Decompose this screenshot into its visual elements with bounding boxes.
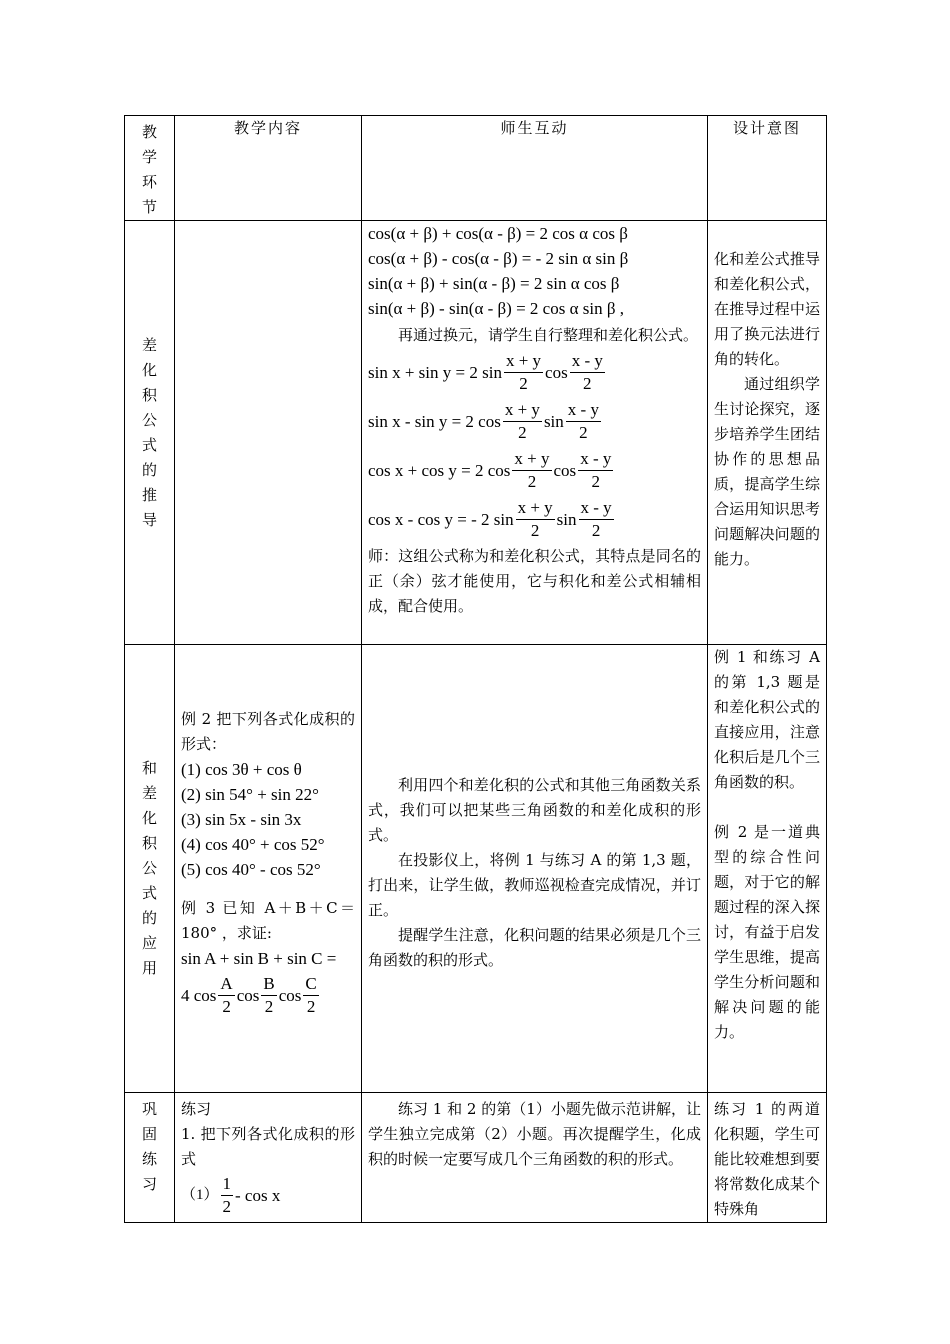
application-intent-2: 例 2 是一道典型的综合性问题，对于它的解题过程的深入探讨，有益于启发学生思维，提高学生分析问题和解决问题的能力。 bbox=[714, 823, 820, 1041]
example-2-item-2: (2) sin 54° + sin 22° bbox=[181, 785, 319, 804]
section-derivation: 差 化 积 公 式 的 推 导 bbox=[125, 221, 175, 645]
derivation-row bbox=[125, 221, 827, 645]
example-2-item-3: (3) sin 5x - sin 3x bbox=[181, 810, 302, 829]
derivation-intent-2: 通过组织学生讨论探究，逐步培养学生团结协作的思想品质，提高学生综合运用知识思考问题解决问题的能力。 bbox=[714, 375, 820, 568]
example-3-line-1: sin A + sin B + sin C = bbox=[181, 949, 337, 968]
application-intent-cell bbox=[708, 645, 827, 1093]
derivation-interaction-cell bbox=[362, 221, 708, 645]
example-2-item-1: (1) cos 3θ + cos θ bbox=[181, 760, 302, 779]
identity-3: sin(α + β) + sin(α - β) = 2 sin α cos β bbox=[368, 274, 620, 293]
derivation-content-cell bbox=[175, 221, 362, 645]
example-2-title: 例 2 把下列各式化成积的形式： bbox=[181, 710, 355, 753]
example-3-title: 例 3 已知 A＋B＋C＝180° ，求证: bbox=[181, 899, 355, 942]
practice-content-cell bbox=[175, 1093, 362, 1223]
practice-item-1: 1. 把下列各式化成积的形式 bbox=[181, 1125, 355, 1168]
header-row bbox=[125, 116, 827, 221]
sum-to-product-3: cos x + cos y = 2 cos $\frac{x + y}{2}$ cos $\frac{x - y}{2}$ bbox=[368, 449, 612, 491]
practice-title: 练习 bbox=[181, 1100, 212, 1118]
example-2-item-4: (4) cos 40° + cos 52° bbox=[181, 835, 325, 854]
application-intent-1: 例 1 和练习 A 的第 1,3 题是和差化积公式的直接应用，注意化积后是几个三角函数的积。 bbox=[714, 648, 820, 791]
identity-4: sin(α + β) - sin(α - β) = 2 cos α sin β , bbox=[368, 299, 624, 318]
sum-to-product-1: sin x + sin y = 2 sin $\frac{x + y}{2}$ cos $\frac{x - y}{2}$ bbox=[368, 351, 603, 393]
header-interaction: 师生互动 bbox=[362, 116, 708, 221]
identity-2: cos(α + β) - cos(α - β) = - 2 sin α sin β bbox=[368, 249, 629, 268]
sum-to-product-4: cos x - cos y = - 2 sin $\frac{x + y}{2}$ sin $\frac{x - y}{2}$ bbox=[368, 498, 612, 540]
substitution-text: 再通过换元，请学生自行整理和差化积公式。 bbox=[398, 326, 699, 344]
identity-1: cos(α + β) + cos(α - β) = 2 cos α cos β bbox=[368, 224, 628, 243]
practice-interaction: 练习 1 和 2 的第（1）小题先做示范讲解，让学生独立完成第（2）小题。再次提醒学生，化成积的时候一定要写成几个三角函数的积的形式。 bbox=[368, 1100, 701, 1168]
teacher-note: 师：这组公式称为和差化积公式，其特点是同名的正（余）弦才能使用，它与积化和差公式相辅相成，配合使用。 bbox=[368, 547, 701, 615]
practice-item-1-1: （1） $\frac{1}{2}$ - cos x bbox=[181, 1173, 281, 1216]
application-interaction-3: 提醒学生注意，化积问题的结果必须是几个三角函数的积的形式。 bbox=[368, 926, 701, 969]
header-design-intent: 设计意图 bbox=[708, 116, 827, 221]
application-row bbox=[125, 645, 827, 1093]
header-teaching-content: 教学内容 bbox=[175, 116, 362, 221]
practice-interaction-cell bbox=[362, 1093, 708, 1223]
application-content-cell bbox=[175, 645, 362, 1093]
lesson-plan-table bbox=[124, 115, 827, 1223]
header-teaching-stage: 教 学 环 节 bbox=[125, 116, 175, 221]
example-2-item-5: (5) cos 40° - cos 52° bbox=[181, 860, 321, 879]
section-practice: 巩 固 练 习 bbox=[125, 1093, 175, 1223]
application-interaction-cell bbox=[362, 645, 708, 1093]
practice-row bbox=[125, 1093, 827, 1223]
derivation-intent-cell bbox=[708, 221, 827, 645]
application-interaction-2: 在投影仪上，将例 1 与练习 A 的第 1,3 题，打出来，让学生做，教师巡视检查完成情况，并订正。 bbox=[368, 851, 701, 919]
practice-intent-cell bbox=[708, 1093, 827, 1223]
application-interaction-1: 利用四个和差化积的公式和其他三角函数关系式，我们可以把某些三角函数的和差化成积的形式。 bbox=[368, 776, 701, 844]
example-3-line-2: 4 cos $\frac{A}{2}$ cos $\frac{B}{2}$ cos $\frac{C}{2}$ bbox=[181, 974, 317, 1016]
section-application: 和 差 化 积 公 式 的 应 用 bbox=[125, 645, 175, 1093]
derivation-intent-1: 化和差公式推导和差化积公式，在推导过程中运用了换元法进行角的转化。 bbox=[714, 250, 820, 368]
sum-to-product-2: sin x - sin y = 2 cos $\frac{x + y}{2}$ sin $\frac{x - y}{2}$ bbox=[368, 400, 599, 442]
practice-intent: 练习 1 的两道化积题，学生可能比较难想到要将常数化成某个特殊角 bbox=[714, 1100, 820, 1218]
